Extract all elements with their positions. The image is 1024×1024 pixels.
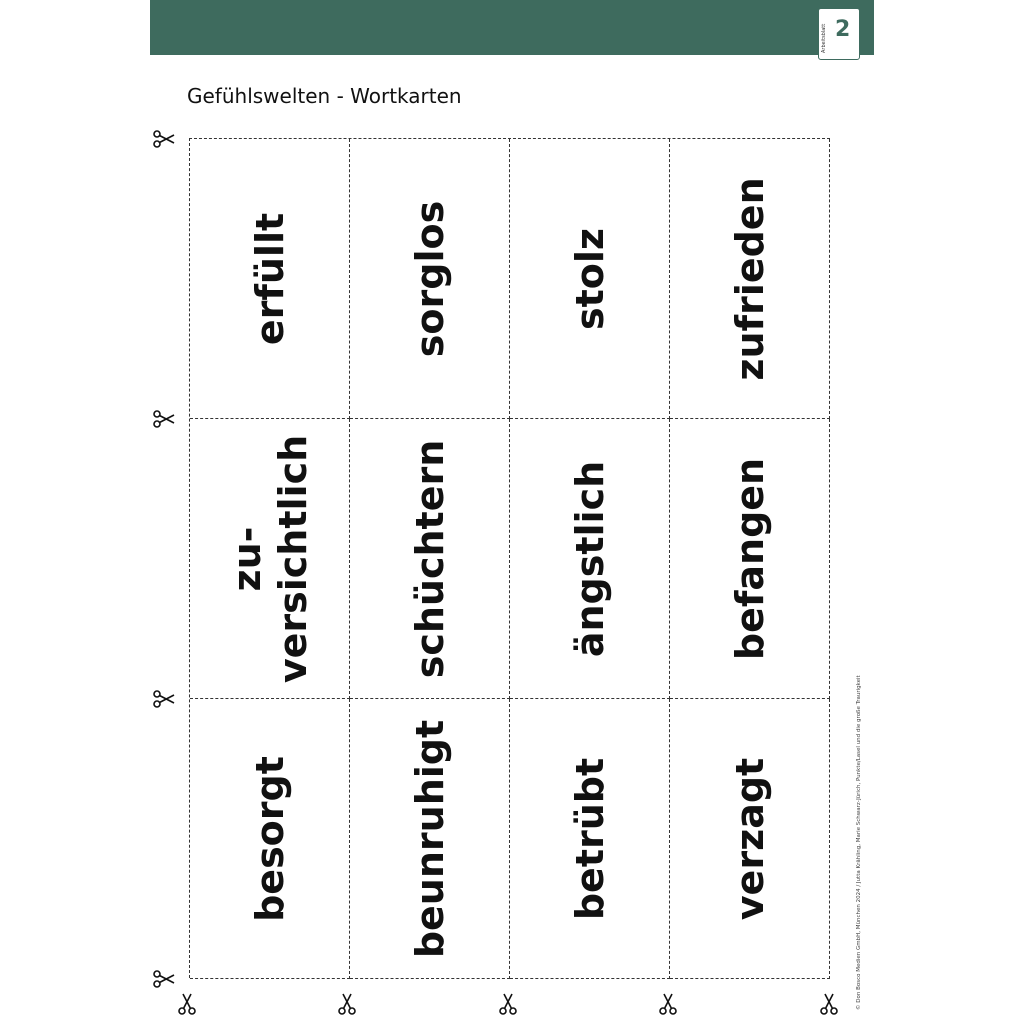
card-word: betrübt bbox=[567, 757, 612, 920]
scissors-icon bbox=[152, 130, 176, 148]
word-card bbox=[350, 139, 510, 419]
card-word: verzagt bbox=[727, 757, 772, 920]
card-word: befangen bbox=[727, 457, 772, 660]
card-word: sorglos bbox=[407, 200, 452, 357]
word-card bbox=[190, 419, 350, 699]
word-card bbox=[670, 139, 830, 419]
worksheet-tab-label: Arbeitsblatt bbox=[821, 23, 827, 53]
scissors-icon bbox=[152, 410, 176, 428]
card-word: ängstlich bbox=[567, 460, 612, 657]
worksheet-number: 2 bbox=[835, 17, 851, 42]
word-card bbox=[510, 139, 670, 419]
word-card bbox=[670, 699, 830, 979]
scissors-icon bbox=[499, 992, 517, 1016]
word-card bbox=[190, 139, 350, 419]
card-word: stolz bbox=[567, 227, 612, 330]
copyright-note: © Don Bosco Medien GmbH, München 2024 / Jutta Krähling, Marie Schwarz-Jürich, Punkte/Lasel und die große Traurigkeit bbox=[856, 675, 862, 1010]
scissors-icon bbox=[659, 992, 677, 1016]
scissors-icon bbox=[338, 992, 356, 1016]
scissors-icon bbox=[820, 992, 838, 1016]
card-word: schüchtern bbox=[407, 439, 452, 678]
word-card bbox=[190, 699, 350, 979]
word-card bbox=[670, 419, 830, 699]
scissors-icon bbox=[152, 970, 176, 988]
card-word: zu- versichtlich bbox=[224, 434, 315, 683]
card-word: erfüllt bbox=[247, 212, 292, 345]
worksheet-tab bbox=[818, 8, 860, 60]
word-card bbox=[510, 699, 670, 979]
word-card bbox=[350, 699, 510, 979]
header-bar bbox=[150, 0, 874, 55]
scissors-icon bbox=[178, 992, 196, 1016]
scissors-icon bbox=[152, 690, 176, 708]
card-grid bbox=[189, 138, 830, 978]
card-word: beunruhigt bbox=[407, 719, 452, 958]
word-card bbox=[350, 419, 510, 699]
card-word: zufrieden bbox=[727, 176, 772, 381]
card-word: besorgt bbox=[247, 755, 292, 922]
page-title: Gefühlswelten - Wortkarten bbox=[187, 84, 462, 108]
word-card bbox=[510, 419, 670, 699]
